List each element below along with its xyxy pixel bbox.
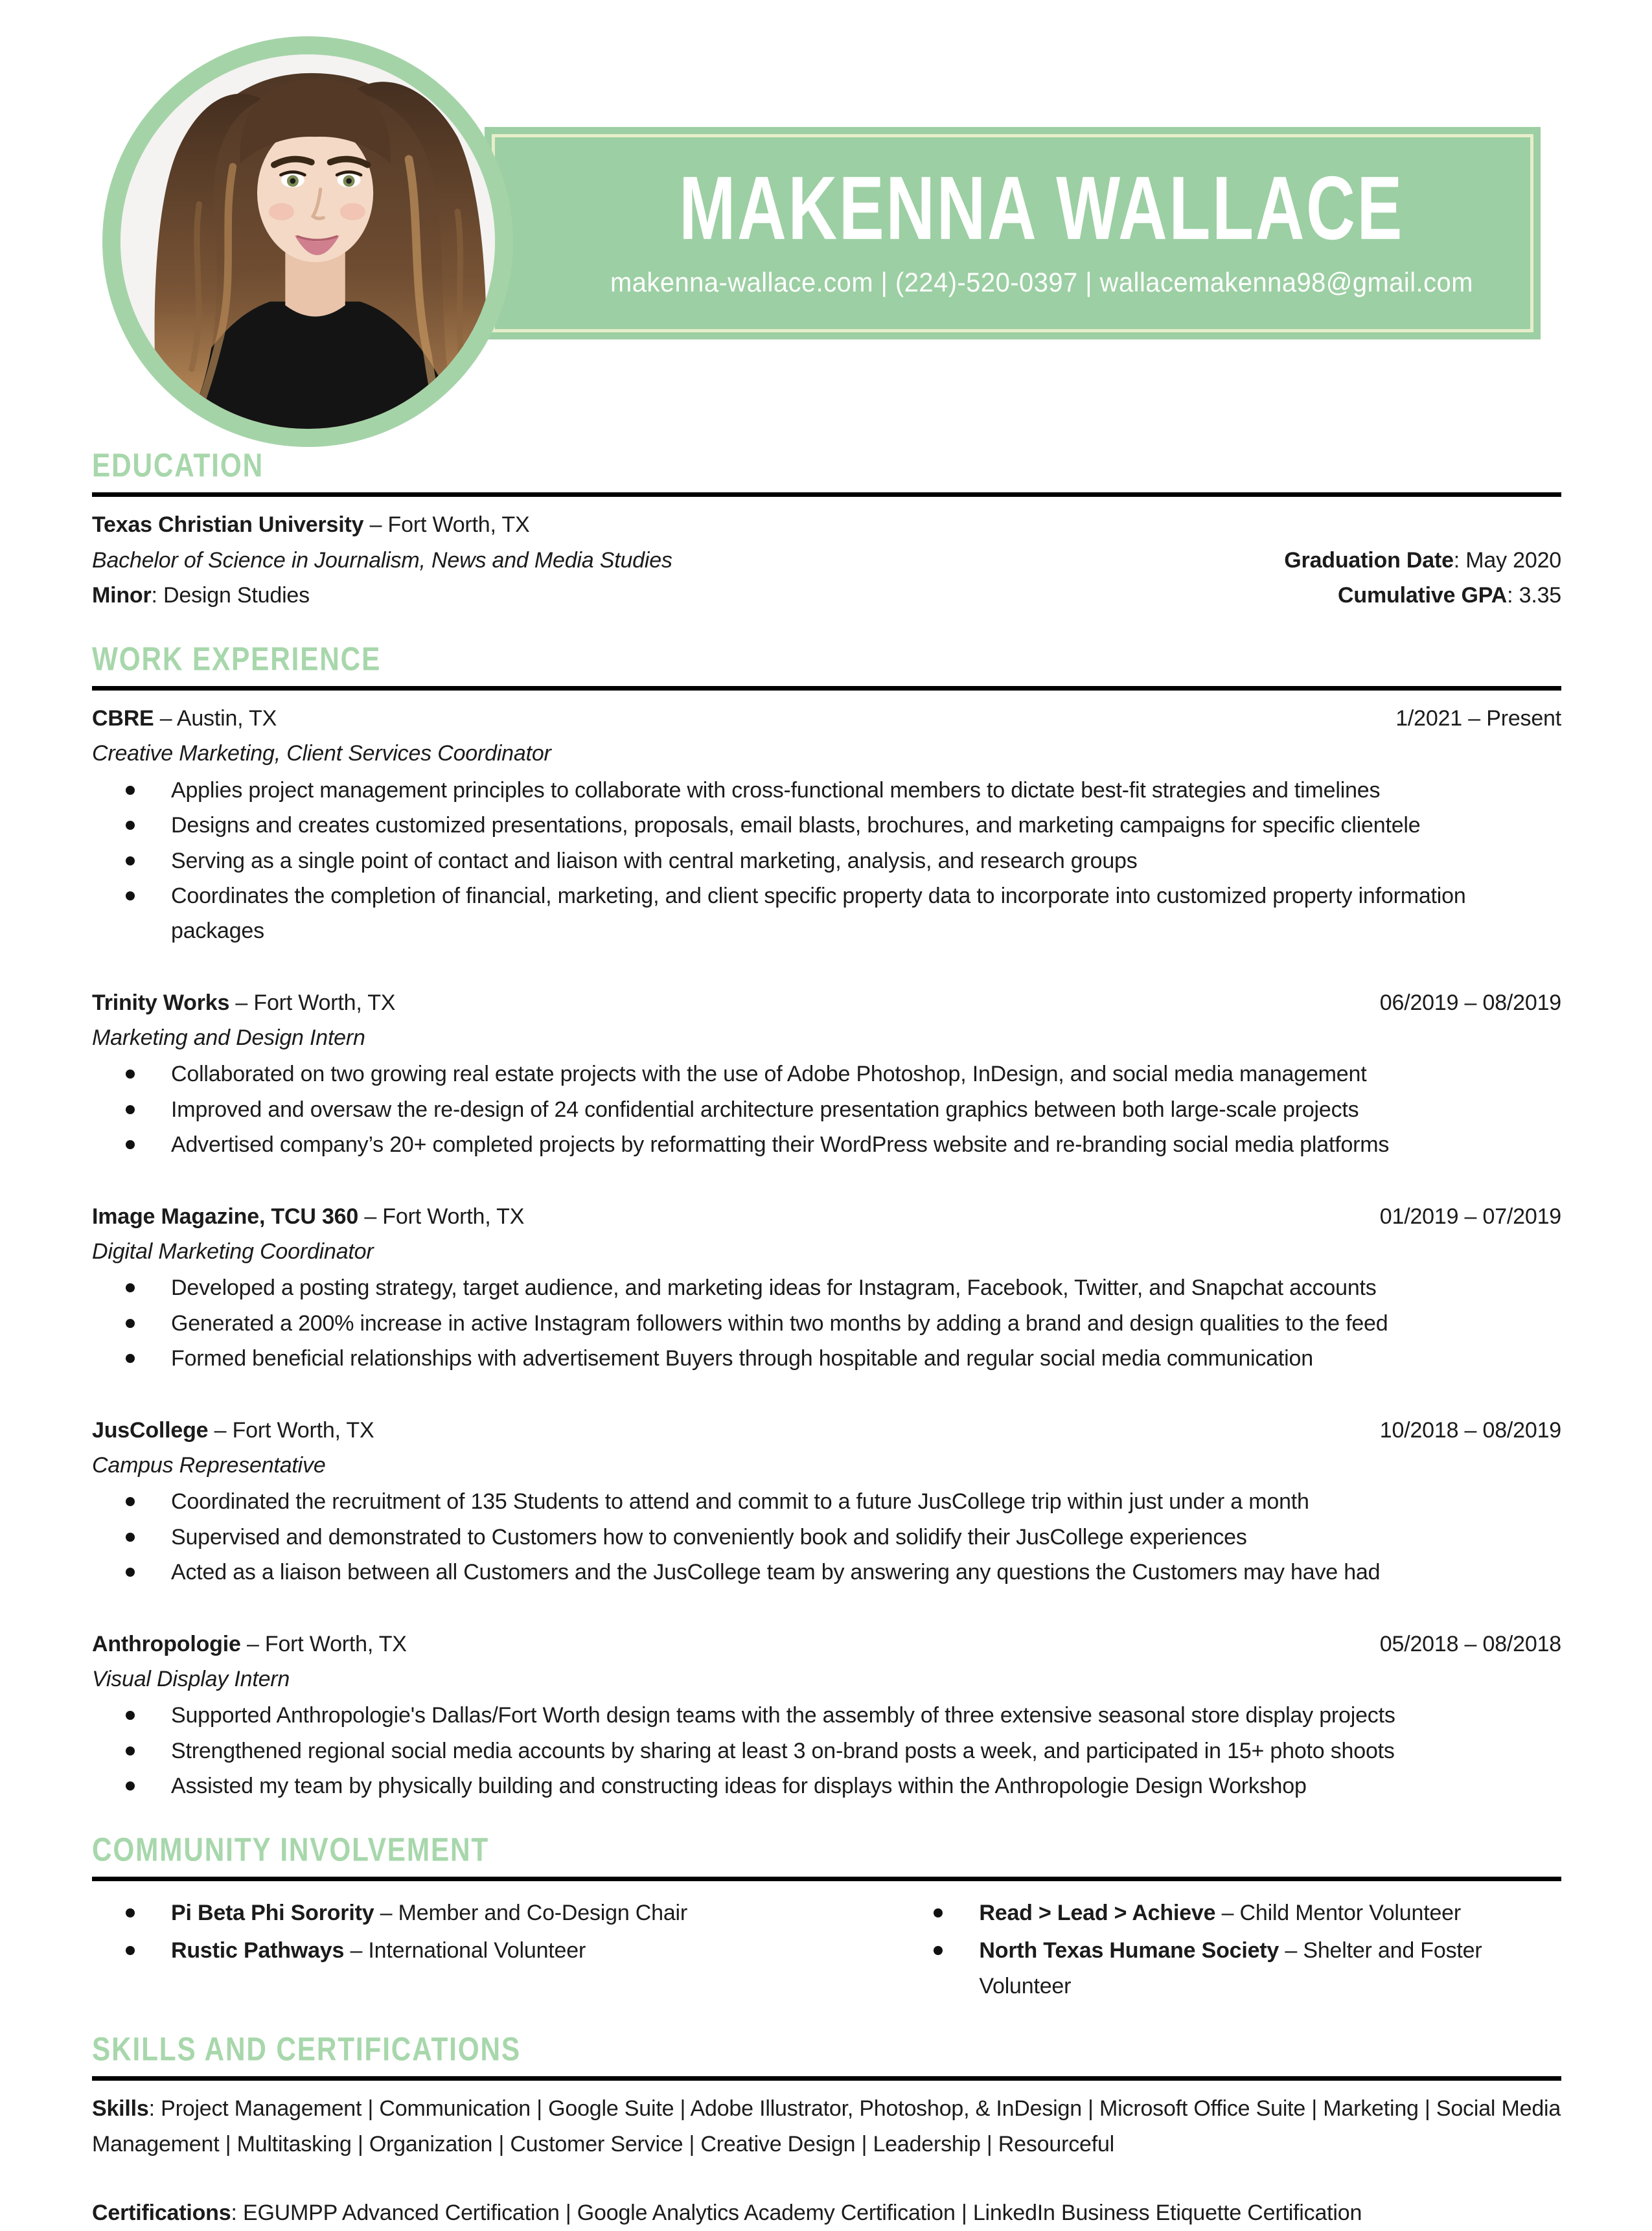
bullet-item: Formed beneficial relationships with advertisement Buyers through hospitable and regular social media communication — [92, 1341, 1561, 1376]
graduation-date: Graduation Date: May 2020 — [1284, 547, 1561, 573]
job-dates: 10/2018 – 08/2019 — [1379, 1417, 1561, 1443]
gpa: Cumulative GPA: 3.35 — [1338, 583, 1561, 608]
education-school-row — [92, 507, 1561, 542]
job-header — [92, 1627, 1561, 1662]
community-item: Read > Lead > Achieve – Child Mentor Volunteer — [900, 1895, 1509, 1930]
education-minor-row — [92, 578, 1561, 613]
job-dates: 05/2018 – 08/2018 — [1379, 1631, 1561, 1656]
job-title: Campus Representative — [92, 1452, 326, 1478]
job-title: Creative Marketing, Client Services Coordinator — [92, 741, 551, 766]
job-bullets — [92, 1057, 1561, 1162]
job-cbre — [92, 701, 1561, 949]
bullet-item: Strengthened regional social media accounts by sharing at least 3 on-brand posts a week, and participated in 15+ photo shoots — [92, 1733, 1561, 1768]
job-image-magazine — [92, 1199, 1561, 1377]
certifications-line: Certifications: EGUMPP Advanced Certification | Google Analytics Academy Certification | LinkedIn Business Etiquette Certification — [92, 2201, 1362, 2226]
degree: Bachelor of Science in Journalism, News and Media Studies — [92, 547, 672, 573]
bullet-item: Serving as a single point of contact and liaison with central marketing, analysis, and research groups — [92, 843, 1561, 878]
bullet-item: Acted as a liaison between all Customers and the JusCollege team by answering any questions the Customers may have had — [92, 1555, 1561, 1590]
bullet-item: Assisted my team by physically building and constructing ideas for displays within the Anthropologie Design Workshop — [92, 1768, 1561, 1803]
section-education — [92, 448, 1561, 613]
skills-heading: SKILLS AND CERTIFICATIONS — [92, 2030, 521, 2068]
section-community-involvement — [92, 1830, 1561, 2004]
job-title: Marketing and Design Intern — [92, 1025, 365, 1051]
skills-line: Skills: Project Management | Communication | Google Suite | Adobe Illustrator, Photoshop, & InDesign | Microsoft Office Suite | Marketing | Social Media Management | Multitasking | Organization | Customer Service | Creative Design | Leadership | Resourceful — [92, 2096, 1561, 2157]
portrait-illustration — [120, 54, 495, 429]
minor: Minor: Design Studies — [92, 583, 310, 608]
bullet-item: Supervised and demonstrated to Customers how to conveniently book and solidify their JusCollege experiences — [92, 1520, 1561, 1555]
job-company: CBRE – Austin, TX — [92, 705, 277, 731]
job-juscollege — [92, 1413, 1561, 1590]
job-bullets — [92, 1270, 1561, 1376]
section-divider — [92, 2076, 1561, 2081]
job-bullets — [92, 1698, 1561, 1803]
education-degree-row — [92, 543, 1561, 578]
bullet-item: Designs and creates customized presentations, proposals, email blasts, brochures, and marketing campaigns for specific clientele — [92, 808, 1561, 843]
school-line: Texas Christian University – Fort Worth, TX — [92, 512, 530, 538]
job-dates: 01/2019 – 07/2019 — [1379, 1204, 1561, 1229]
bullet-item: Advertised company’s 20+ completed projects by reformatting their WordPress website and re-branding social media platforms — [92, 1127, 1561, 1162]
job-anthropologie — [92, 1627, 1561, 1804]
section-work-experience — [92, 639, 1561, 1804]
job-dates: 06/2019 – 08/2019 — [1379, 990, 1561, 1015]
section-skills-certifications — [92, 2032, 1561, 2231]
community-columns — [92, 1892, 1561, 2004]
community-left-column — [92, 1893, 900, 2004]
bullet-item: Generated a 200% increase in active Instagram followers within two months by adding a brand and design qualities to the feed — [92, 1306, 1561, 1341]
community-right-column — [900, 1893, 1561, 2004]
bullet-item: Coordinates the completion of financial, marketing, and client specific property data to incorporate into customized property information packages — [92, 878, 1561, 949]
job-dates: 1/2021 – Present — [1395, 705, 1561, 731]
education-heading: EDUCATION — [92, 446, 264, 484]
page-title: MAKENNA WALLACE — [679, 157, 1405, 258]
section-divider — [92, 1877, 1561, 1881]
bullet-item: Improved and oversaw the re-design of 24 confidential architecture presentation graphics between both large-scale projects — [92, 1092, 1561, 1127]
job-header — [92, 701, 1561, 736]
job-title: Visual Display Intern — [92, 1666, 290, 1691]
job-header — [92, 1413, 1561, 1448]
job-bullets — [92, 773, 1561, 949]
job-company: JusCollege – Fort Worth, TX — [92, 1417, 374, 1443]
contact-info: makenna-wallace.com | (224)-520-0397 | wallacemakenna98@gmail.com — [610, 267, 1473, 297]
community-heading: COMMUNITY INVOLVEMENT — [92, 1830, 490, 1868]
job-title: Digital Marketing Coordinator — [92, 1239, 374, 1264]
community-item: North Texas Humane Society – Shelter and Foster Volunteer — [900, 1933, 1509, 2004]
job-header — [92, 985, 1561, 1020]
bullet-item: Supported Anthropologie's Dallas/Fort Worth design teams with the assembly of three extensive seasonal store display projects — [92, 1698, 1561, 1733]
job-header — [92, 1199, 1561, 1234]
bullet-item: Coordinated the recruitment of 135 Students to attend and commit to a future JusCollege trip within just under a month — [92, 1484, 1561, 1519]
job-company: Image Magazine, TCU 360 – Fort Worth, TX — [92, 1204, 525, 1229]
bullet-item: Collaborated on two growing real estate projects with the use of Adobe Photoshop, InDesign, and social media management — [92, 1057, 1561, 1092]
section-divider — [92, 686, 1561, 691]
bullet-item: Developed a posting strategy, target audience, and marketing ideas for Instagram, Facebook, Twitter, and Snapchat accounts — [92, 1270, 1561, 1305]
bullet-item: Applies project management principles to collaborate with cross-functional members to dictate best-fit strategies and timelines — [92, 773, 1561, 808]
job-bullets — [92, 1484, 1561, 1590]
job-company: Anthropologie – Fort Worth, TX — [92, 1631, 407, 1656]
job-trinity-works — [92, 985, 1561, 1163]
section-divider — [92, 492, 1561, 497]
header-text-block — [562, 127, 1521, 339]
profile-photo — [102, 36, 513, 447]
header-banner — [485, 127, 1541, 339]
resume-body — [92, 448, 1561, 2231]
community-item: Pi Beta Phi Sorority – Member and Co-Design Chair — [92, 1895, 900, 1930]
community-item: Rustic Pathways – International Volunteer — [92, 1933, 900, 1968]
job-company: Trinity Works – Fort Worth, TX — [92, 990, 396, 1015]
work-experience-heading: WORK EXPERIENCE — [92, 639, 382, 678]
